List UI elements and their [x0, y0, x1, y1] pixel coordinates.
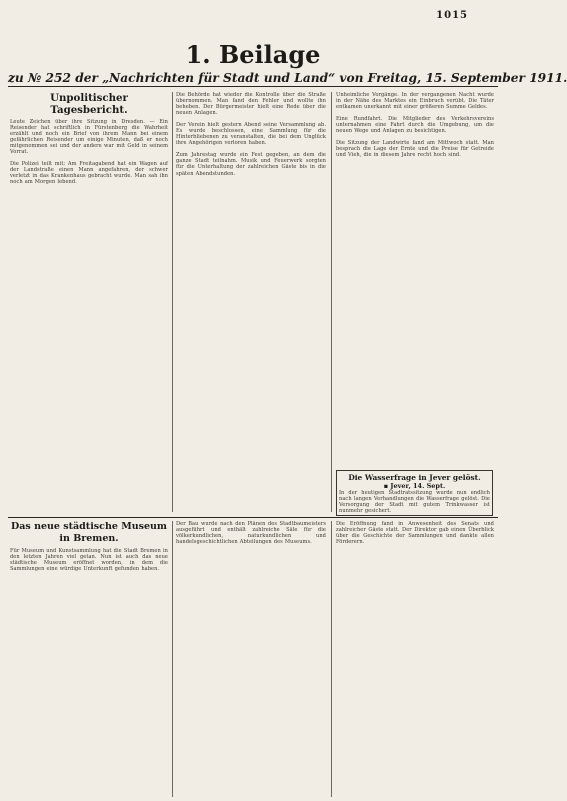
column-rule-4	[331, 521, 332, 797]
text-col2-p2: Der Verein hielt gestern Abend seine Versammlung ab. Es wurde beschlossen, eine Sammlung für die Hinterbliebenen zu veranstalten, die bei dem Unglück ihre Angehörigen verloren haben.	[176, 122, 326, 147]
column-3	[336, 92, 494, 472]
text-col2-p1: Die Behörde hat wieder die Kontrolle über die Straße übernommen. Man fand den Fehler und wollte ihn beheben. Der Bürgermeister hielt eine Rede über die neuen Anlagen.	[176, 92, 326, 117]
column-rule-1	[172, 92, 173, 512]
museum-column-2	[176, 521, 326, 797]
text-col3-p1: Unheimliche Vorgänge. In der vergangenen Nacht wurde in der Nähe des Marktes ein Einbruch verübt. Die Täter entkamen unerkannt mit einer größeren Summe Geldes.	[336, 92, 494, 111]
text-col3-p2: Eine Rundfahrt. Die Mitglieder des Verkehrsvereins unternahmen eine Fahrt durch die Umgebung, um die neuen Wege und Anlagen zu besichtigen.	[336, 116, 494, 135]
section-rule	[8, 517, 498, 518]
text-tb-1: Leute Zeichen über ihre Sitzung in Dresden. — Ein Reisender hat schriftlich in Fürstenberg die Wahrheit erzählt und noch ein Brief von ihrem Mann bei einem gefährlichen Reisender um einige Minuten, daß er noch mitgenommen sei und der andere war mit Geld in seinem Vorrat.	[10, 119, 168, 156]
column-2	[176, 92, 326, 512]
text-tb-2: Die Polizei teilt mit: Am Freitagabend hat ein Wagen auf der Landstraße einen Mann angefahren, der schwer verletzt in das Krankenhaus gebracht wurde. Man sah ihn noch am Morgen lebend.	[10, 161, 168, 186]
text-col2-p3: Zum Jahrestag wurde ein Fest gegeben, an dem die ganze Stadt teilnahm. Musik und Feuerwerk sorgten für die Unterhaltung der zahlreichen Gäste bis in die späten Abendstunden.	[176, 152, 326, 177]
text-mus-1: Für Museum und Kunstsammlung hat die Stadt Bremen in den letzten Jahren viel getan. Nun ist auch das neue städtische Museum eröffnet worden, in dem die Sammlungen eine würdige Unterkunft gefunden haben.	[10, 548, 168, 573]
column-rule-2	[331, 92, 332, 512]
text-col3-p3: Die Sitzung der Landwirte fand am Mittwoch statt. Man besprach die Lage der Ernte und die Preise für Getreide und Vieh, die in diesem Jahre recht hoch sind.	[336, 140, 494, 159]
text-mus-2: Der Bau wurde nach den Plänen des Stadtbaumeisters ausgeführt und enthält zahlreiche Säle für die völkerkundlichen, naturkundlichen und handelsgeschichtlichen Abteilungen des Museums.	[176, 521, 326, 546]
text-wasser-p1: In der heutigen Stadtratssitzung wurde nun endlich nach langen Verhandlungen die Wasserfrage gelöst. Die Versorgung der Stadt mit gutem Trinkwasser ist nunmehr gesichert.	[339, 490, 490, 515]
museum-column-3	[336, 521, 494, 797]
column-1	[10, 92, 168, 512]
wasserfrage-box	[336, 470, 493, 516]
page-number: 1015	[436, 10, 468, 21]
heading-tagesbericht: Unpolitischer Tagesbericht.	[50, 92, 128, 116]
wasser-dateline: ▪ Jever, 14. Sept.	[383, 482, 446, 490]
heading-wasserfrage: Die Wasserfrage in Jever gelöst.	[348, 473, 481, 482]
museum-column-1	[10, 521, 168, 797]
column-rule-3	[172, 521, 173, 797]
heading-museum: Das neue städtische Museum in Bremen.	[11, 521, 167, 544]
supplement-subtitle: zu № 252 der „Nachrichten für Stadt und Land“ von Freitag, 15. September 1911.	[8, 71, 567, 85]
masthead-rule	[8, 86, 498, 87]
supplement-title: 1. Beilage	[185, 40, 321, 69]
text-mus-3: Die Eröffnung fand in Anwesenheit des Senats und zahlreicher Gäste statt. Der Direktor gab einen Überblick über die Geschichte der Sammlungen und dankte allen Förderern.	[336, 521, 494, 546]
masthead	[8, 40, 567, 86]
